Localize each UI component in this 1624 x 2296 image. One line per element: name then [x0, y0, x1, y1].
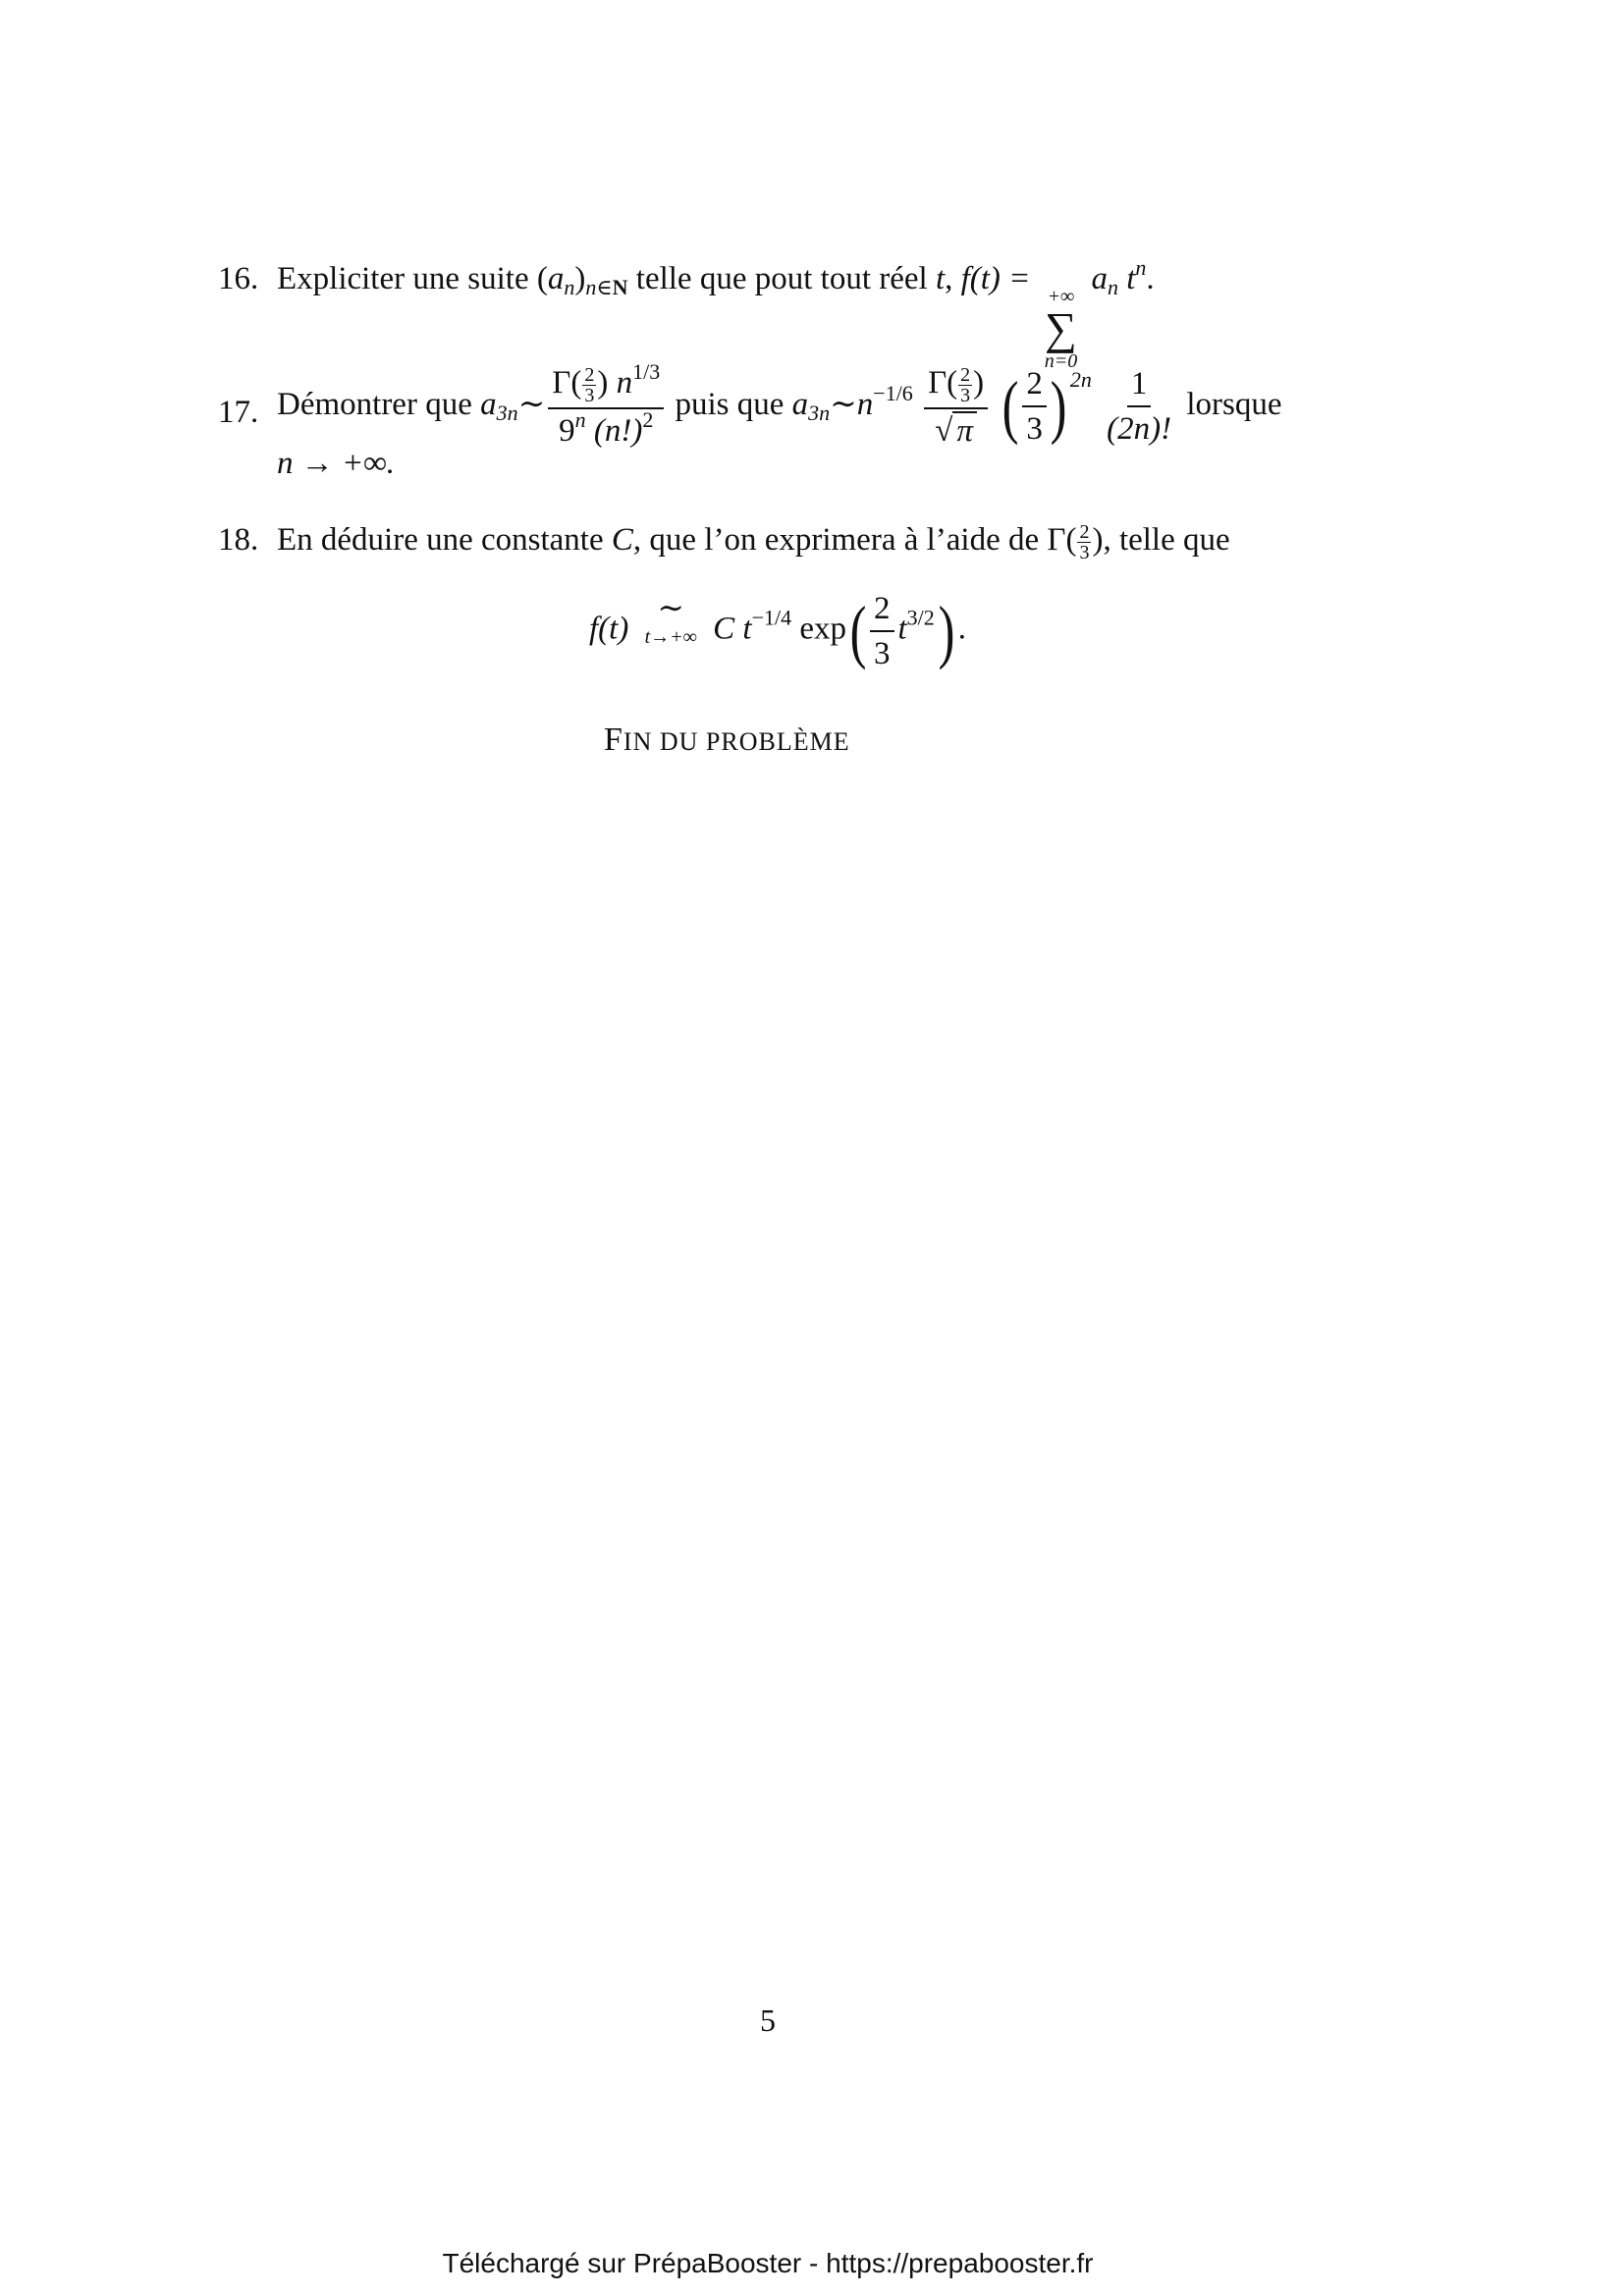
question-number: 17. [218, 395, 259, 430]
question-18 [218, 520, 1347, 569]
sequence: $(a_n)_{n\in N}$ [536, 261, 628, 299]
equivalent-symbol: ∼ t→+∞ [644, 591, 697, 648]
sqrt-pi: √ π [935, 411, 977, 451]
question-17 [218, 359, 1347, 481]
question-text: En déduire une constante C, que l’on exprimera à l’aide de Γ( $\frac{2}{3}$ ), telle que [277, 520, 1230, 563]
asymptotic-formula: f(t) ∼ t→+∞ C $t^{-1/4}$ exp( $\frac{2}{3}$ $t^{3/2}$) . [589, 591, 967, 671]
end-of-problem-title: FIN DU PROBLÈME [604, 721, 850, 758]
function-ft: f(t) = [960, 261, 1031, 296]
fraction-factorial: $\frac{1}{(2n)!}$ [1107, 366, 1172, 448]
question-text: Expliciter une suite $(a_n)_{n\in N}$ telle que pout tout réel t, f(t) = +∞ ∑ n=0 $a_n$ $t^n$. [277, 255, 1155, 372]
page-number: 5 [760, 2002, 776, 2038]
fraction-two-thirds: $\frac{2}{3}$ [1022, 364, 1047, 449]
fraction-gamma-sqrtpi: Γ( $\frac{2}{3}$ ) √ π [924, 363, 988, 451]
question-text: Démontrer que $a_{3n}\sim$ Γ( $\frac{2}{3}$ ) $n^{1/3}$ 9$^n$ $(n!)^2$ puis que $a_{3n}\sim n^{-1/6}$ Γ( $\frac{2}{3}$ ) √ π ( $\frac{2}{3}$ ) $^{2n}$ $\frac{1}{(2n)!}$ lorsque [277, 359, 1282, 449]
question-number: 16. [218, 261, 259, 296]
download-footer: Téléchargé sur PrépaBooster - https://prepabooster.fr [442, 2248, 1094, 2278]
question-17-line2: n → +∞. [277, 446, 396, 481]
fraction-gamma-n: Γ( $\frac{2}{3}$ ) $n^{1/3}$ 9$^n$ $(n!)^2$ [548, 363, 664, 451]
question-16 [218, 255, 1347, 372]
sum-symbol: +∞ ∑ n=0 [1044, 286, 1078, 372]
question-number: 18. [218, 522, 259, 558]
